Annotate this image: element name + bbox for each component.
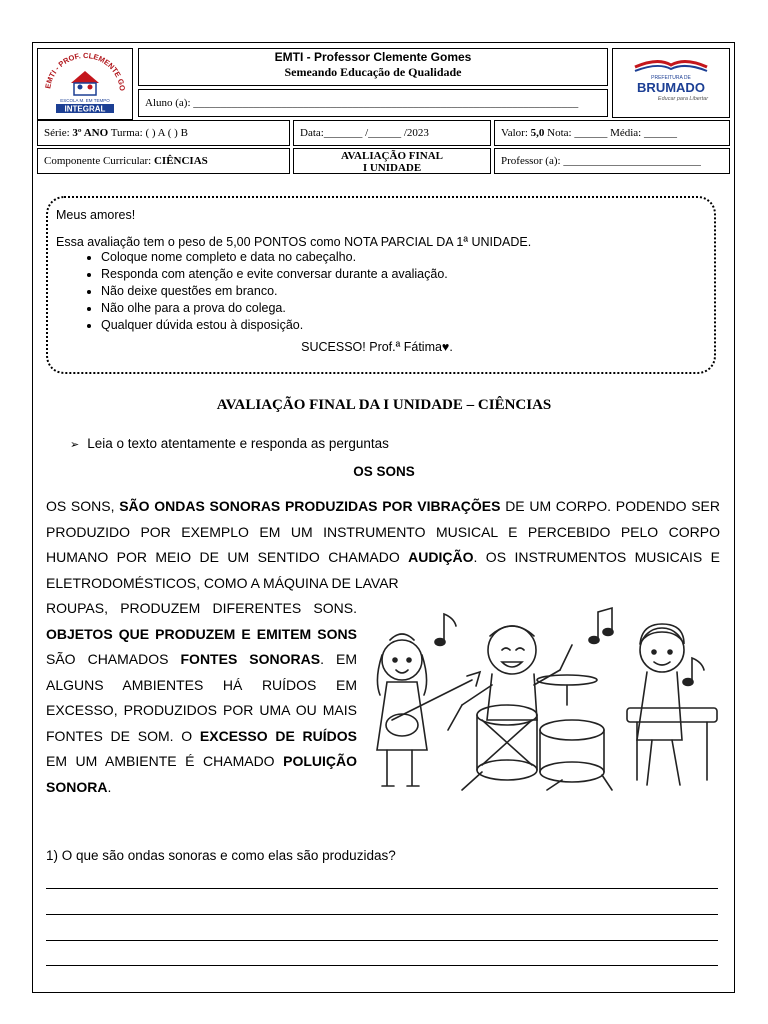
emphasis-text: AUDIÇÃO <box>408 549 474 565</box>
city-logo-top-text: PREFEITURA DE <box>651 75 691 81</box>
school-header <box>138 48 608 86</box>
logo-sub-text: ESCOLA M. EM TEMPO <box>60 98 110 103</box>
assessment-type-cell <box>293 148 491 174</box>
arrow-bullet-icon: ➢ <box>70 439 80 451</box>
turma-label[interactable]: Turma: ( ) A ( ) B <box>110 127 188 139</box>
school-name: EMTI - Professor Clemente Gomes <box>274 50 472 64</box>
serie-turma-cell <box>37 120 290 146</box>
question-1: 1) O que são ondas sonoras e como elas são produzidas? <box>46 848 396 863</box>
school-logo-icon <box>38 49 132 119</box>
serie-value: 3º ANO <box>72 127 109 139</box>
notice-greeting: Meus amores! <box>56 208 136 222</box>
notice-signoff: SUCESSO! Prof.ª Fátima♥. <box>301 340 453 354</box>
emphasis-text: SÃO ONDAS SONORAS PRODUZIDAS POR VIBRAÇÕES <box>119 498 501 514</box>
nota-media-field[interactable]: Nota: ______ Média: ______ <box>547 127 677 139</box>
section-title: AVALIAÇÃO FINAL DA I UNIDADE – CIÊNCIAS <box>216 397 552 413</box>
assessment-line-2: I UNIDADE <box>362 162 422 174</box>
component-label: Componente Curricular: <box>44 155 152 167</box>
emphasis-text: POLUIÇÃO SONORA <box>46 753 357 795</box>
assessment-line-1: AVALIAÇÃO FINAL <box>341 150 443 162</box>
instruction <box>70 436 389 451</box>
component-cell <box>37 148 290 174</box>
city-logo <box>612 48 730 118</box>
children-music-illustration <box>362 600 722 800</box>
school-motto: Semeando Educação de Qualidade <box>284 65 462 79</box>
teacher-cell[interactable] <box>494 148 730 174</box>
city-logo-main-text: BRUMADO <box>637 80 705 95</box>
body-text: EM UM AMBIENTE É CHAMADO <box>46 753 284 769</box>
notice-item: • Não olhe para a prova do colega. <box>101 300 714 317</box>
notice-box <box>46 196 716 374</box>
notice-item: • Qualquer dúvida estou à disposição. <box>101 317 714 334</box>
date-cell[interactable] <box>293 120 491 146</box>
valor-value: 5,0 <box>530 127 545 139</box>
city-logo-tagline: Educar para Libertar <box>657 96 709 102</box>
grade-cell <box>494 120 730 146</box>
serie-label: Série: <box>44 127 70 139</box>
answer-line[interactable] <box>46 965 718 966</box>
answer-line[interactable] <box>46 888 718 889</box>
body-text: OS SONS, <box>46 498 120 514</box>
instruction-text: Leia o texto atentamente e responda as perguntas <box>87 436 389 451</box>
notice-list <box>56 249 714 334</box>
body-text: ROUPAS, PRODUZEM DIFERENTES SONS. <box>46 600 357 616</box>
answer-line[interactable] <box>46 940 718 941</box>
logo-banner-text: INTEGRAL <box>64 104 106 114</box>
emphasis-text: FONTES SONORAS <box>180 651 321 667</box>
reading-paragraph <box>46 494 720 596</box>
reading-paragraph-side <box>46 596 357 800</box>
children-music-icon <box>362 600 722 800</box>
body-text: . OS INSTRUMENTOS MUSICAIS E ELETRODOMÉSTICOS, COMO A MÁQUINA DE LAVAR <box>46 549 721 591</box>
emphasis-text: OBJETOS QUE PRODUZEM E EMITEM SONS <box>46 625 357 642</box>
emphasis-text: EXCESSO DE RUÍDOS <box>199 727 357 744</box>
notice-item: • Coloque nome completo e data no cabeçalho. <box>101 249 714 266</box>
body-text: SÃO CHAMADOS <box>46 651 181 667</box>
notice-item: • Não deixe questões em branco. <box>101 283 714 300</box>
notice-item: • Responda com atenção e evite conversar durante a avaliação. <box>101 266 714 283</box>
notice-intro: Essa avaliação tem o peso de 5,00 PONTOS como NOTA PARCIAL DA 1ª UNIDADE. <box>56 235 532 249</box>
student-name-field[interactable]: Aluno (a): ______________________________________________________________________ <box>138 89 608 117</box>
text-title: OS SONS <box>353 464 415 479</box>
answer-line[interactable] <box>46 914 718 915</box>
city-logo-icon <box>613 49 729 117</box>
date-field[interactable]: Data:_______ /______ /2023 <box>300 127 429 139</box>
component-value: CIÊNCIAS <box>153 155 208 167</box>
body-text: DE UM CORPO. PODENDO SER PRODUZIDO POR EXEMPLO EM UM INSTRUMENTO MUSICAL E PERCEBIDO PELO CORPO HUMANO POR MEIO DE UM SENTIDO CHAMADO <box>46 498 721 565</box>
logo-arc-text: EMTI - PROF. CLEMENTE GO <box>43 50 128 92</box>
valor-label: Valor: <box>501 127 528 139</box>
teacher-field[interactable]: Professor (a): _________________________ <box>501 155 701 167</box>
body-text: . EM ALGUNS AMBIENTES HÁ RUÍDOS EM EXCESSO, PRODUZIDOS POR UMA OU MAIS FONTES DE SOM. O <box>46 651 357 744</box>
body-text: . <box>107 778 112 795</box>
school-logo <box>37 48 133 120</box>
